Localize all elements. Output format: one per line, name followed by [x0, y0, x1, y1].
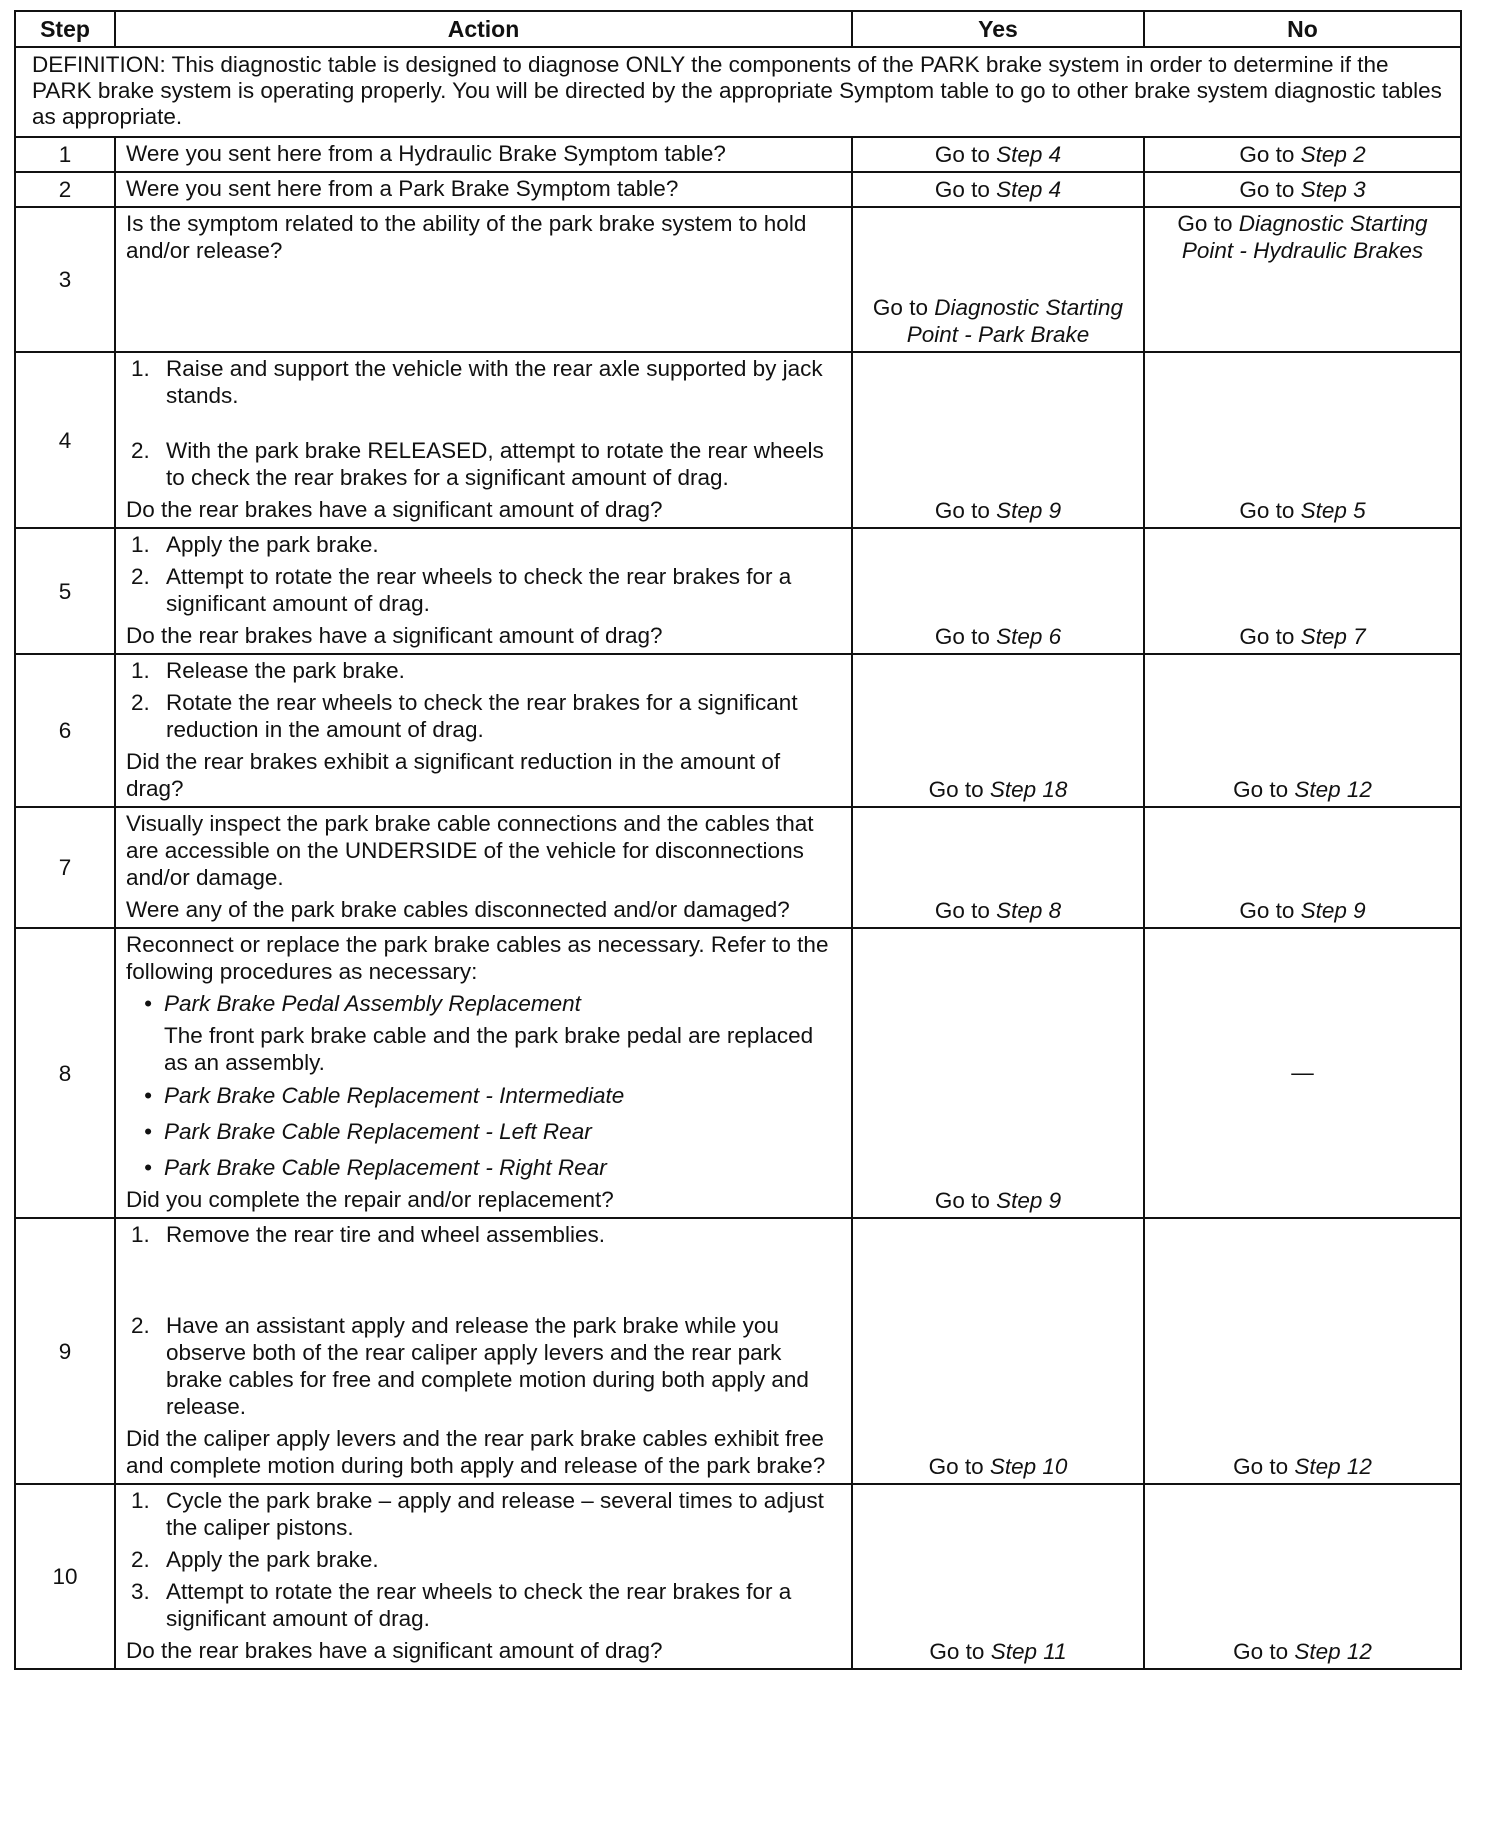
- yes-target: Step 18: [989, 777, 1068, 802]
- yes-target: Step 10: [989, 1454, 1068, 1479]
- header-no: No: [1144, 11, 1461, 47]
- yes-cell: [852, 1218, 1144, 1484]
- table-row: [15, 137, 1461, 172]
- step-number: 8: [15, 928, 115, 1218]
- park-brake-diagnostic-table: [14, 10, 1462, 1670]
- yes-target: Step 4: [996, 177, 1062, 202]
- goto-label: Go to: [1239, 142, 1295, 167]
- goto-label: Go to: [1233, 1639, 1289, 1664]
- yes-cell: [852, 137, 1144, 172]
- action-steps: [126, 657, 843, 743]
- procedure-list: [126, 990, 843, 1017]
- step-number: 7: [15, 807, 115, 928]
- yes-cell: [852, 172, 1144, 207]
- action-cell: [115, 137, 852, 172]
- no-cell: [1144, 1218, 1461, 1484]
- no-cell: [1144, 1484, 1461, 1669]
- action-question: Were you sent here from a Hydraulic Brake Symptom table?: [126, 141, 726, 166]
- no-cell: [1144, 528, 1461, 654]
- action-question: Did the caliper apply levers and the rear park brake cables exhibit free and complete motion during both apply and release of the park brake?: [126, 1426, 826, 1478]
- action-step-item: 1. Remove the rear tire and wheel assemblies.: [156, 1221, 843, 1248]
- action-cell: [115, 1484, 852, 1669]
- table-row: [15, 654, 1461, 807]
- goto-label: Go to: [934, 177, 990, 202]
- no-dash: —: [1291, 1060, 1314, 1085]
- action-cell: [115, 807, 852, 928]
- action-step-item: 2. With the park brake RELEASED, attempt to rotate the rear wheels to check the rear brakes for a significant amount of drag.: [156, 437, 843, 491]
- goto-label: Go to: [934, 1188, 990, 1213]
- no-target: Step 12: [1294, 777, 1372, 802]
- yes-cell: [852, 1484, 1144, 1669]
- step-number: 10: [15, 1484, 115, 1669]
- no-cell: [1144, 207, 1461, 352]
- goto-label: Go to: [928, 1454, 984, 1479]
- goto-label: Go to: [1239, 624, 1295, 649]
- action-cell: [115, 352, 852, 528]
- action-step-item: 2. Rotate the rear wheels to check the rear brakes for a significant reduction in the amount of drag.: [156, 689, 843, 743]
- goto-label: Go to: [934, 498, 990, 523]
- no-cell: [1144, 928, 1461, 1218]
- action-step-item: 1. Release the park brake.: [156, 657, 843, 684]
- no-target: Step 3: [1300, 177, 1366, 202]
- action-step-item: 2. Have an assistant apply and release the park brake while you observe both of the rear caliper apply levers and the rear park brake cables for free and complete motion during both apply and release.: [156, 1312, 843, 1420]
- action-steps: [126, 531, 843, 617]
- yes-target: Diagnostic Starting Point - Park Brake: [906, 295, 1124, 347]
- yes-cell: [852, 807, 1144, 928]
- step-number: 2: [15, 172, 115, 207]
- yes-target: Step 11: [990, 1639, 1067, 1664]
- yes-cell: [852, 928, 1144, 1218]
- table-row: [15, 928, 1461, 1218]
- table-row: [15, 528, 1461, 654]
- action-question: Do the rear brakes have a significant amount of drag?: [126, 623, 663, 648]
- goto-label: Go to: [1239, 498, 1295, 523]
- action-question: Did the rear brakes exhibit a significant reduction in the amount of drag?: [126, 749, 781, 801]
- goto-label: Go to: [934, 624, 990, 649]
- table-row: [15, 207, 1461, 352]
- yes-cell: [852, 654, 1144, 807]
- goto-label: Go to: [1239, 177, 1295, 202]
- yes-target: Step 9: [996, 1188, 1062, 1213]
- goto-label: Go to: [928, 777, 984, 802]
- diagnostic-table-page: [14, 10, 1460, 1670]
- action-question: Do the rear brakes have a significant amount of drag?: [126, 1638, 663, 1663]
- step-number: 1: [15, 137, 115, 172]
- action-cell: [115, 207, 852, 352]
- action-step-item: 1. Cycle the park brake – apply and release – several times to adjust the caliper pistons.: [156, 1487, 843, 1541]
- procedure-link[interactable]: • Park Brake Pedal Assembly Replacement: [164, 990, 843, 1017]
- procedure-list: [126, 1082, 843, 1181]
- no-target: Step 12: [1294, 1639, 1372, 1664]
- action-cell: [115, 654, 852, 807]
- action-step-item: 1. Apply the park brake.: [156, 531, 843, 558]
- action-instruction: Visually inspect the park brake cable connections and the cables that are accessible on the UNDERSIDE of the vehicle for disconnections and/or damage.: [126, 811, 814, 890]
- table-row: [15, 807, 1461, 928]
- header-row: [15, 11, 1461, 47]
- header-yes: Yes: [852, 11, 1144, 47]
- no-cell: [1144, 352, 1461, 528]
- step-number: 3: [15, 207, 115, 352]
- action-question: Were any of the park brake cables disconnected and/or damaged?: [126, 897, 790, 922]
- action-step-item: 3. Attempt to rotate the rear wheels to check the rear brakes for a significant amount of drag.: [156, 1578, 843, 1632]
- goto-label: Go to: [1239, 898, 1295, 923]
- header-action: Action: [115, 11, 852, 47]
- yes-target: Step 6: [996, 624, 1062, 649]
- action-cell: [115, 1218, 852, 1484]
- no-cell: [1144, 654, 1461, 807]
- step-number: 5: [15, 528, 115, 654]
- no-target: Step 9: [1300, 898, 1366, 923]
- step-number: 6: [15, 654, 115, 807]
- yes-target: Step 8: [996, 898, 1062, 923]
- no-target: Diagnostic Starting Point - Hydraulic Brakes: [1181, 211, 1428, 263]
- procedure-link[interactable]: • Park Brake Cable Replacement - Intermediate: [164, 1082, 843, 1109]
- goto-label: Go to: [872, 295, 928, 320]
- action-question: Were you sent here from a Park Brake Symptom table?: [126, 176, 679, 201]
- action-question: Did you complete the repair and/or replacement?: [126, 1187, 614, 1212]
- table-row: [15, 352, 1461, 528]
- action-step-item: 2. Apply the park brake.: [156, 1546, 843, 1573]
- no-target: Step 12: [1294, 1454, 1372, 1479]
- procedure-link[interactable]: • Park Brake Cable Replacement - Right Rear: [164, 1154, 843, 1181]
- goto-label: Go to: [934, 898, 990, 923]
- no-target: Step 5: [1300, 498, 1366, 523]
- table-row: [15, 172, 1461, 207]
- action-cell: [115, 172, 852, 207]
- step-number: 4: [15, 352, 115, 528]
- no-target: Step 7: [1300, 624, 1366, 649]
- goto-label: Go to: [1233, 777, 1289, 802]
- yes-cell: [852, 528, 1144, 654]
- yes-cell: [852, 207, 1144, 352]
- step-number: 9: [15, 1218, 115, 1484]
- no-target: Step 2: [1300, 142, 1366, 167]
- table-row: [15, 1484, 1461, 1669]
- goto-label: Go to: [934, 142, 990, 167]
- goto-label: Go to: [929, 1639, 985, 1664]
- header-step: Step: [15, 11, 115, 47]
- yes-target: Step 9: [996, 498, 1062, 523]
- action-instruction: Reconnect or replace the park brake cables as necessary. Refer to the following procedures as necessary:: [126, 932, 829, 984]
- goto-label: Go to: [1177, 211, 1233, 236]
- yes-target: Step 4: [996, 142, 1062, 167]
- no-cell: [1144, 807, 1461, 928]
- definition-row: [15, 47, 1461, 137]
- action-cell: [115, 528, 852, 654]
- action-step-item: 2. Attempt to rotate the rear wheels to check the rear brakes for a significant amount of drag.: [156, 563, 843, 617]
- action-question: Do the rear brakes have a significant amount of drag?: [126, 497, 663, 522]
- no-cell: [1144, 172, 1461, 207]
- action-step-item: 1. Raise and support the vehicle with the rear axle supported by jack stands.: [156, 355, 843, 409]
- action-steps: [126, 355, 843, 491]
- table-row: [15, 1218, 1461, 1484]
- procedure-link[interactable]: • Park Brake Cable Replacement - Left Rear: [164, 1118, 843, 1145]
- action-question: Is the symptom related to the ability of the park brake system to hold and/or release?: [126, 211, 807, 263]
- goto-label: Go to: [1233, 1454, 1289, 1479]
- yes-cell: [852, 352, 1144, 528]
- no-cell: [1144, 137, 1461, 172]
- action-cell: [115, 928, 852, 1218]
- definition-text: DEFINITION: This diagnostic table is designed to diagnose ONLY the components of the PARK brake system in order to determine if the PARK brake system is operating properly. You will be directed by the appropriate Symptom table to go to other brake system diagnostic tables as appropriate.: [15, 47, 1461, 137]
- action-steps: [126, 1221, 843, 1420]
- action-steps: [126, 1487, 843, 1632]
- procedure-note: The front park brake cable and the park brake pedal are replaced as an assembly.: [164, 1023, 814, 1075]
